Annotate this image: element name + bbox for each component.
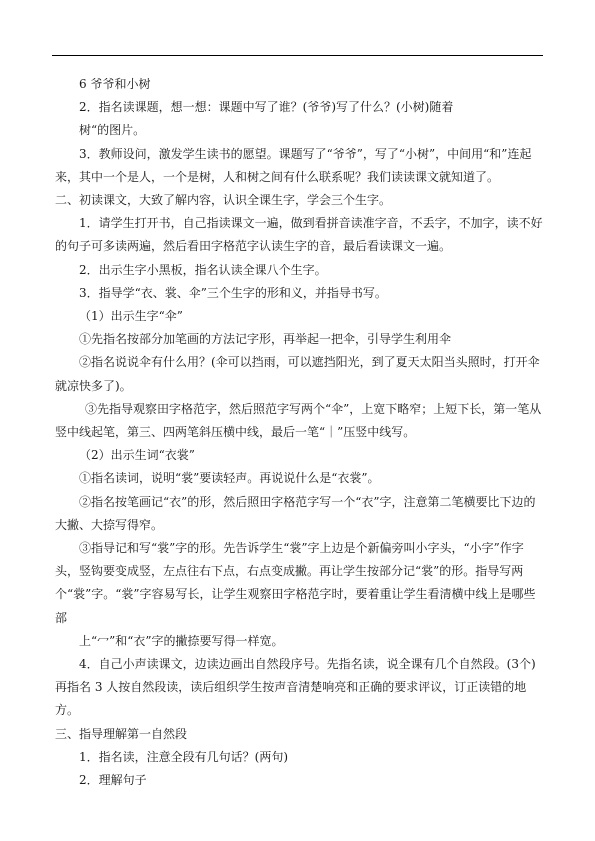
paragraph-14: ①指名读词，说明“裳”要读轻声。再说说什么是“衣裳”。 [79,471,380,486]
header-rule [52,55,543,56]
paragraph-15: ②指名按笔画记“衣”的形，然后照田字格范字写一个“衣”字，注意第二笔横要比下边的大撇、大捺写得窄。 [55,494,536,532]
paragraph-8: 3．指导学“衣、裳、伞”三个生字的形和义，并指导书写。 [79,285,387,300]
paragraph-6: 1．请学生打开书，自己指读课文一遍，做到看拼音读准字音，不丢字，不加字，读不好的句子可多读两遍，然后看田字格范字认读生字的音，最后看读课文一遍。 [55,216,543,254]
paragraph-17: 上“冖”和“衣”字的撇捺要写得一样宽。 [79,633,284,648]
paragraph-21: 2．理解句子 [79,773,147,788]
paragraph-11: ②指名说说伞有什么用？(伞可以挡雨，可以遮挡阳光，到了夏天太阳当头照时，打开伞就凉快多了)。 [55,355,540,393]
paragraph-12: ③先指导观察田字格范字，然后照范字写两个“伞”，上宽下略窄；上短下长，第一笔从竖中线起笔，第三、四两笔斜压横中线，最后一笔“｜”压竖中线写。 [55,401,542,440]
paragraph-10: ①先指名按部分加笔画的方法记字形，再举起一把伞，引导学生利用伞 [79,332,452,347]
paragraph-2: 2．指名读课题，想一想：课题中写了谁？(爷爷)写了什么？(小树)随着 [79,100,454,115]
paragraph-3: 树“的图片。 [79,123,146,138]
paragraph-20: 1．指名读，注意全段有几句话？(两句) [79,749,288,764]
section-heading-2: 二、初读课文，大致了解内容，认识全课生字，学会三个生字。 [55,193,392,208]
document-body [55,73,543,792]
paragraph-18: 4．自己小声读课文，边读边画出自然段序号。先指名读，说全课有几个自然段。(3个)再指名 3 人按自然段读，读后组织学生按声音清楚响亮和正确的要求评议，订正读错的地方。 [55,657,536,718]
section-heading-3: 三、指导理解第一自然段 [55,726,188,741]
paragraph-16: ③指导记和写“裳”字的形。先告诉学生“裳”字上边是个新偏旁叫小字头，“小字”作字头，竖钩要变成竖，左点往右下点，右点变成撇。再让学生按部分记“裳”的形。指导写两个“裳”字。“裳”字容易写长，让学生观察田字格范字时，要着重让学生看清横中线上是哪些部 [55,541,536,625]
paragraph-13: （2）出示生词“衣裳” [79,448,195,463]
paragraph-4: 3．教师设问，激发学生读书的愿望。课题写了“爷爷”，写了“小树”，中间用“和”连起来，其中一个是人，一个是树，人和树之间有什么联系呢？我们读读课文就知道了。 [55,146,532,184]
paragraph-7: 2．出示生字小黑板，指名认读全课八个生字。 [79,262,327,277]
paragraph-9: （1）出示生字“伞” [79,309,183,324]
paragraph-1: 6 爷爷和小树 [79,77,151,91]
